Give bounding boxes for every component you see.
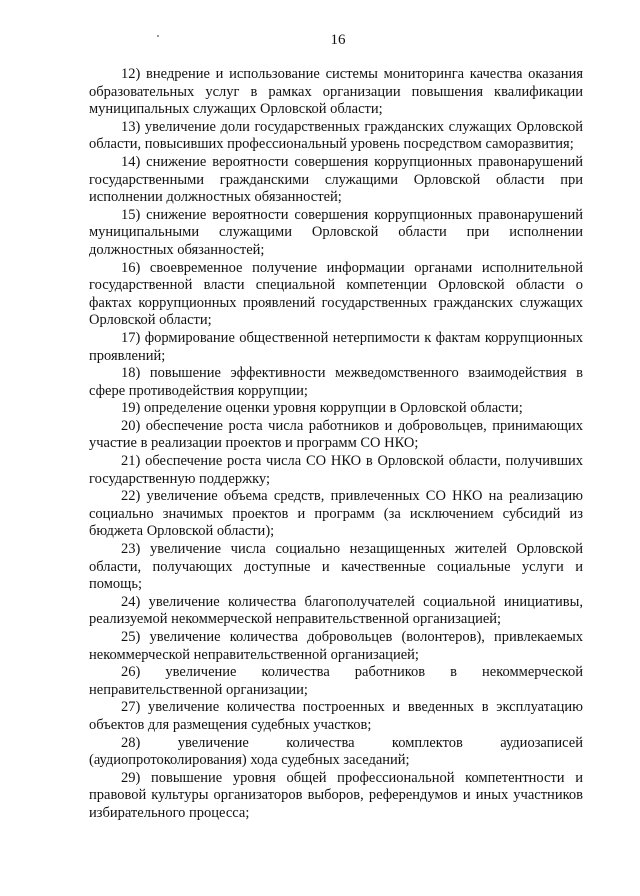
list-item-14: 14) снижение вероятности совершения коррупционных правонарушений государственными гражданскими служащими Орловской области при исполнении должностных обязанностей;: [89, 153, 583, 206]
list-item-26: 26) увеличение количества работников в некоммерческой неправительственной организации;: [89, 664, 583, 698]
list-item-18: 18) повышение эффективности межведомственного взаимодействия в сфере противодействия коррупции;: [89, 365, 583, 399]
list-item-16: 16) своевременное получение информации органами исполнительной государственной власти специальной компетенции Орловской области о фактах коррупционных проявлений государственных гражданских служащих Орловской области;: [89, 259, 583, 329]
list-item-19: 19) определение оценки уровня коррупции в Орловской области;: [121, 400, 523, 417]
list-item-25: 25) увеличение количества добровольцев (волонтеров), привлекаемых некоммерческой неправительственной организацией;: [89, 629, 583, 663]
document-body: [89, 66, 583, 823]
list-item-24: 24) увеличение количества благополучателей социальной инициативы, реализуемой некоммерческой неправительственной организацией;: [89, 593, 583, 628]
list-item-15: 15) снижение вероятности совершения коррупционных правонарушений муниципальными служащими Орловской области при исполнении должностных обязанностей;: [89, 206, 583, 258]
list-item-21: 21) обеспечение роста числа СО НКО в Орловской области, получивших государственную поддержку;: [89, 453, 583, 487]
list-item-27: 27) увеличение количества построенных и введенных в эксплуатацию объектов для размещения судебных участков;: [89, 699, 583, 733]
list-item-22: 22) увеличение объема средств, привлеченных СО НКО на реализацию социально значимых проектов и программ (за исключением субсидий из бюджета Орловской области);: [89, 488, 583, 540]
list-item-29: 29) повышение уровня общей профессиональной компетентности и правовой культуры организаторов выборов, референдумов и иных участников избирательного процесса;: [89, 769, 583, 821]
page-number: 16: [330, 32, 346, 48]
list-item-20: 20) обеспечение роста числа работников и добровольцев, принимающих участие в реализации проектов и программ СО НКО;: [89, 417, 583, 452]
list-item-17: 17) формирование общественной нетерпимости к фактам коррупционных проявлений;: [89, 329, 583, 364]
list-item-28: 28) увеличение количества комплектов аудиозаписей (аудиопротоколирования) хода судебных заседаний;: [89, 734, 583, 769]
list-item-12: 12) внедрение и использование системы мониторинга качества оказания образовательных услуг в рамках организации повышения квалификации муниципальных служащих Орловской области;: [89, 66, 583, 118]
list-item-23: 23) увеличение числа социально незащищенных жителей Орловской области, получающих доступные и качественные социальные услуги и помощь;: [89, 541, 583, 593]
list-item-13: 13) увеличение доли государственных гражданских служащих Орловской области, повысивших профессиональный уровень посредством саморазвития;: [89, 118, 583, 153]
